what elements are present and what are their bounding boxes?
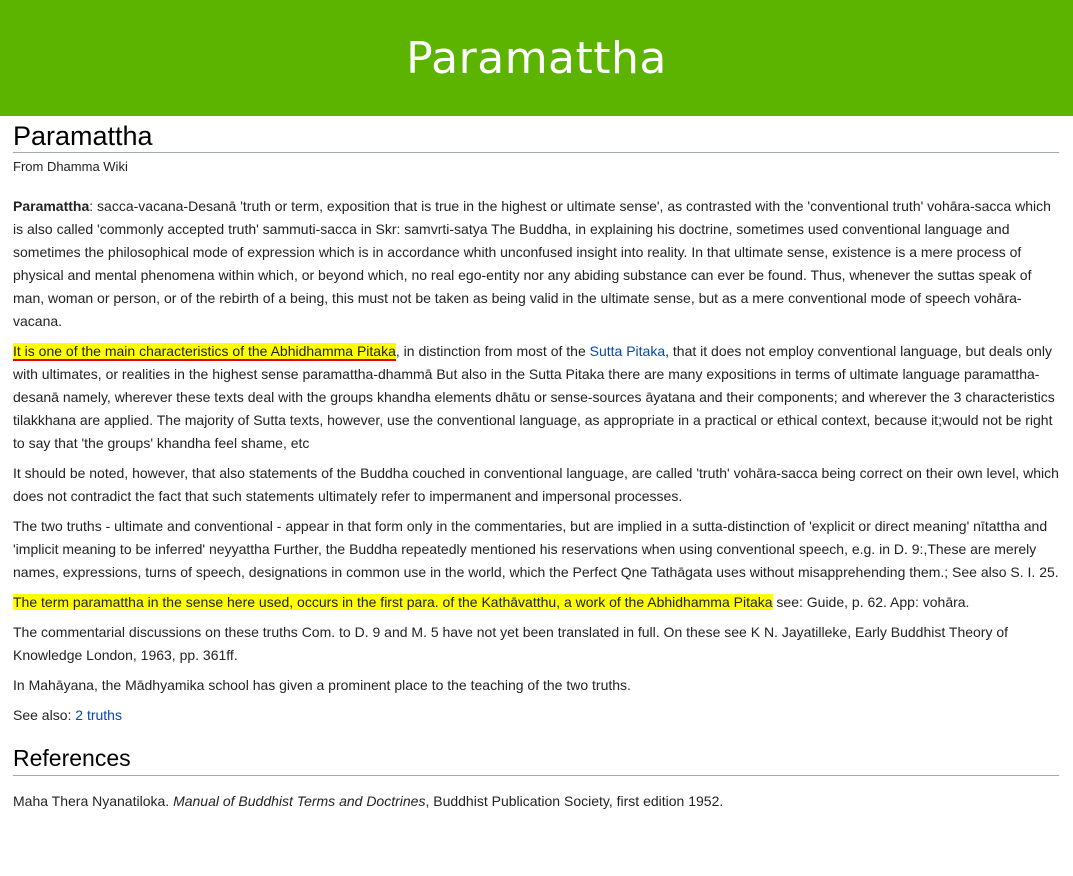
- reference-publisher: , Buddhist Publication Society, first edition 1952.: [425, 793, 724, 809]
- highlighted-text: It is one of the main characteristics of the Abhidhamma Pitaka: [13, 343, 396, 359]
- references-heading: References: [13, 745, 1059, 776]
- reference-author: Maha Thera Nyanatiloka.: [13, 793, 174, 809]
- paragraph-text: , that it does not employ conventional language, but deals only with ultimates, or realities in the highest sense paramattha-dhammā But also in the Sutta Pitaka there are many expositions in terms of ultimate language paramattha-desanā namely, wherever these texts deal with the groups khandha elements dhātu or sense-sources āyatana and their components; and wherever the 3 characteristics tilakkhana are applied. The majority of Sutta texts, however, use the conventional language, as appropriate in a practical or ethical context, because it;would not be right to say that 'the groups' khandha feel shame, etc: [13, 343, 1055, 451]
- definition-text: : sacca-vacana-Desanā 'truth or term, exposition that is true in the highest or ultimate sense', as contrasted with the 'conventional truth' vohāra-sacca which is also called 'commonly accepted truth' sammuti-sacca in Skr: samvrti-satya The Buddha, in explaining his doctrine, sometimes used conventional language and sometimes the philosophical mode of expression which is in accordance whith unconfused insight into reality. In that ultimate sense, existence is a mere process of physical and mental phenomena within which, or beyond which, no real ego-entity nor any abiding substance can ever be found. Thus, whenever the suttas speak of man, woman or person, or of the rebirth of a being, this must not be taken as being valid in the ultimate sense, but as a mere conventional mode of speech vohāra-vacana.: [13, 198, 1051, 329]
- see-also-label: See also:: [13, 707, 76, 723]
- article-content: [0, 121, 1073, 813]
- site-title[interactable]: Paramattha: [406, 32, 667, 84]
- reference-book-title: Manual of Buddhist Terms and Doctrines: [173, 793, 426, 809]
- highlighted-text: The term paramattha in the sense here used, occurs in the first para. of the Kathāvatthu, a work of the Abhidhamma Pitaka: [13, 594, 773, 610]
- site-subtitle: From Dhamma Wiki: [13, 159, 128, 174]
- paragraph-kathavatthu: [13, 591, 1059, 614]
- two-truths-link[interactable]: 2 truths: [75, 707, 122, 723]
- paragraph-two-truths: The two truths - ultimate and conventional - appear in that form only in the commentaries, but are implied in a sutta-distinction of 'explicit or direct meaning' nītattha and 'implicit meaning to be inferred' neyyattha Further, the Buddha repeatedly mentioned his reservations when using conventional speech, e.g. in D. 9:,These are merely names, expressions, turns of speech, designations in common use in the world, which the Perfect Qne Tathāgata uses without misapprehending them.; See also S. I. 25.: [13, 518, 1059, 580]
- site-header: [0, 0, 1073, 116]
- paragraph-conventional: It should be noted, however, that also statements of the Buddha couched in conventional language, are called 'truth' vohāra-sacca being correct on their own level, which does not contradict the fact that such statements ultimately refer to impermanent and impersonal processes.: [13, 465, 1059, 504]
- term-bold: Paramattha: [13, 198, 90, 214]
- see-also: [13, 704, 1059, 727]
- paragraph-definition: [13, 195, 1059, 333]
- sutta-pitaka-link[interactable]: Sutta Pitaka: [589, 343, 666, 359]
- page-title: Paramattha: [13, 121, 1059, 153]
- paragraph-abhidhamma: [13, 340, 1059, 455]
- paragraph-text: see: Guide, p. 62. App: vohāra.: [772, 594, 970, 610]
- paragraph-text: , in distinction from most of the: [395, 343, 590, 359]
- paragraph-mahayana: In Mahāyana, the Mādhyamika school has given a prominent place to the teaching of the two truths.: [13, 677, 631, 693]
- paragraph-commentarial: The commentarial discussions on these truths Com. to D. 9 and M. 5 have not yet been translated in full. On these see K N. Jayatilleke, Early Buddhist Theory of Knowledge London, 1963, pp. 361ff.: [13, 624, 1009, 663]
- reference-item: [13, 790, 1059, 813]
